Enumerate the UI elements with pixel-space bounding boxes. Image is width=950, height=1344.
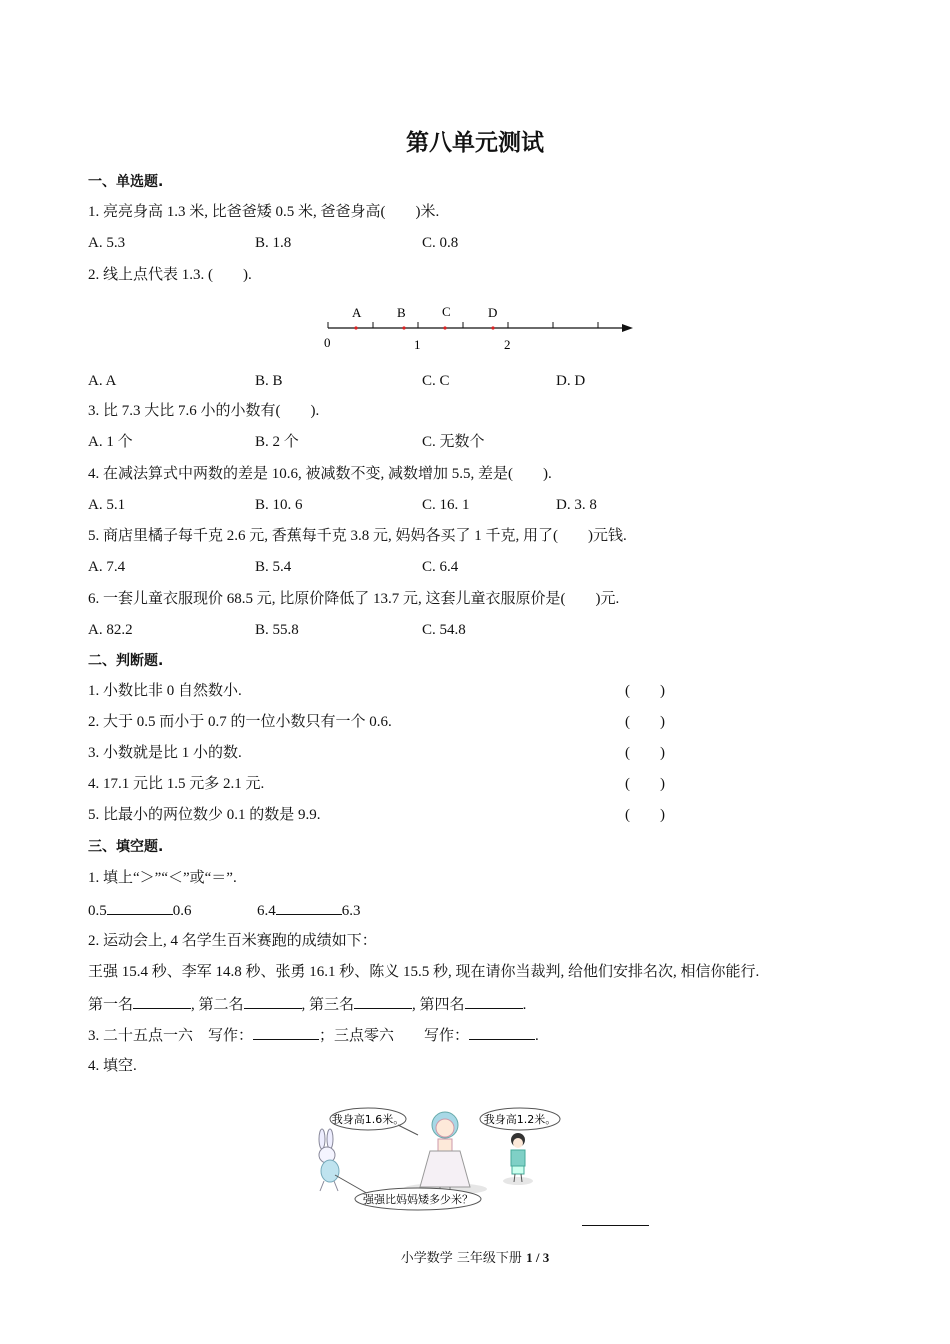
tick-label-1: 1 xyxy=(414,337,421,352)
q5-option-c[interactable]: C. 6.4 xyxy=(422,559,459,575)
q4-text: 4. 在减法算式中两数的差是 10.6, 被减数不变, 减数增加 5.5, 差是( ). xyxy=(88,466,552,482)
point-c xyxy=(443,326,446,329)
svg-text:强强比妈妈矮多少米？: 强强比妈妈矮多少米？ xyxy=(363,1193,473,1206)
q1-option-a[interactable]: A. 5.3 xyxy=(88,235,126,251)
section-1-heading: 一、单选题. xyxy=(88,174,164,190)
q1-option-b[interactable]: B. 1.8 xyxy=(255,235,292,251)
compare-a-right: 0.6 xyxy=(172,903,192,919)
fill-q3-blank-2[interactable] xyxy=(469,1025,535,1040)
q4-option-c[interactable]: C. 16. 1 xyxy=(422,497,470,513)
q2-option-d[interactable]: D. D xyxy=(556,373,586,389)
judge-answer-2[interactable]: ( ) xyxy=(625,714,665,730)
rank-end: . xyxy=(522,997,527,1013)
rank-1-label: 第一名 xyxy=(88,997,134,1013)
page-title: 第八单元测试 xyxy=(406,130,544,156)
height-illustration xyxy=(300,1095,600,1213)
judge-answer-4[interactable]: ( ) xyxy=(625,776,665,792)
point-a xyxy=(354,326,357,329)
q2-option-c[interactable]: C. C xyxy=(422,373,450,389)
q4-option-a[interactable]: A. 5.1 xyxy=(88,497,126,513)
compare-b-right: 6.3 xyxy=(341,903,361,919)
fill-q1-compare-row xyxy=(88,900,361,921)
svg-text:我身高1.6米。: 我身高1.6米。 xyxy=(331,1113,405,1126)
kid-figure xyxy=(511,1133,525,1182)
q1-option-c[interactable]: C. 0.8 xyxy=(422,235,459,251)
judge-item-4: 4. 17.1 元比 1.5 元多 2.1 元. xyxy=(88,776,265,792)
fill-q3-blank-1[interactable] xyxy=(253,1025,319,1040)
label-b: B xyxy=(397,305,406,320)
q4-option-d[interactable]: D. 3. 8 xyxy=(556,497,597,513)
fill-q1-text: 1. 填上“＞”“＜”或“＝”. xyxy=(88,870,237,886)
fill-q4-text: 4. 填空. xyxy=(88,1058,137,1074)
judge-answer-5[interactable]: ( ) xyxy=(625,807,665,823)
q6-option-c[interactable]: C. 54.8 xyxy=(422,622,466,638)
rank-3-blank[interactable] xyxy=(354,994,412,1009)
rank-4-blank[interactable] xyxy=(465,994,523,1009)
point-d xyxy=(491,326,494,329)
answer-blank[interactable] xyxy=(582,1225,649,1226)
fill-q2-ranking-row xyxy=(88,994,526,1015)
q6-option-a[interactable]: A. 82.2 xyxy=(88,622,133,638)
fill-q3-end: . xyxy=(535,1028,539,1044)
fill-q3-part1: 3. 二十五点一六 写作： xyxy=(88,1028,254,1044)
tick-label-2: 2 xyxy=(504,337,511,352)
q5-option-a[interactable]: A. 7.4 xyxy=(88,559,126,575)
judge-item-1: 1. 小数比非 0 自然数小. xyxy=(88,683,242,699)
q5-text: 5. 商店里橘子每千克 2.6 元, 香蕉每千克 3.8 元, 妈妈各买了 1 千克, 用了( )元钱. xyxy=(88,528,627,544)
q3-text: 3. 比 7.3 大比 7.6 小的小数有( ). xyxy=(88,403,320,419)
q3-option-a[interactable]: A. 1 个 xyxy=(88,434,133,450)
compare-b-blank[interactable] xyxy=(276,900,342,915)
label-c: C xyxy=(442,304,451,319)
point-b xyxy=(402,326,405,329)
q6-option-b[interactable]: B. 55.8 xyxy=(255,622,299,638)
tick-label-0: 0 xyxy=(324,335,331,350)
svg-text:我身高1.2米。: 我身高1.2米。 xyxy=(483,1113,557,1126)
section-3-heading: 三、填空题. xyxy=(88,839,164,855)
number-line xyxy=(315,300,640,356)
q5-option-b[interactable]: B. 5.4 xyxy=(255,559,292,575)
rabbit-figure xyxy=(319,1129,339,1191)
fill-q2-text: 2. 运动会上, 4 名学生百米赛跑的成绩如下： xyxy=(88,933,377,949)
rank-1-blank[interactable] xyxy=(133,994,191,1009)
page-number: 1 / 3 xyxy=(526,1250,550,1265)
rank-2-label: , 第二名 xyxy=(191,997,244,1013)
compare-b-left: 6.4 xyxy=(257,903,276,919)
judge-answer-3[interactable]: ( ) xyxy=(625,745,665,761)
q3-option-b[interactable]: B. 2 个 xyxy=(255,434,299,450)
fill-q2-detail: 王强 15.4 秒、李军 14.8 秒、张勇 16.1 秒、陈义 15.5 秒, 现在请你当裁判, 给他们安排名次, 相信你能行. xyxy=(88,964,760,980)
label-d: D xyxy=(488,305,498,320)
rank-3-label: , 第三名 xyxy=(301,997,355,1013)
compare-a-left: 0.5 xyxy=(88,903,107,919)
q4-option-b[interactable]: B. 10. 6 xyxy=(255,497,303,513)
speech-bubble-kid xyxy=(480,1108,560,1130)
rank-2-blank[interactable] xyxy=(244,994,302,1009)
judge-item-3: 3. 小数就是比 1 小的数. xyxy=(88,745,242,761)
rank-4-label: , 第四名 xyxy=(412,997,465,1013)
fill-q3-row xyxy=(88,1025,539,1046)
fill-q3-part2: ；三点零六 写作： xyxy=(319,1028,470,1044)
q1-text: 1. 亮亮身高 1.3 米, 比爸爸矮 0.5 米, 爸爸身高( )米. xyxy=(88,204,440,220)
q6-text: 6. 一套儿童衣服现价 68.5 元, 比原价降低了 13.7 元, 这套儿童衣服原价是( )元. xyxy=(88,591,620,607)
q2-option-a[interactable]: A. A xyxy=(88,373,117,389)
mother-figure xyxy=(420,1112,470,1195)
section-2-heading: 二、判断题. xyxy=(88,653,164,669)
q2-text: 2. 线上点代表 1.3. ( ). xyxy=(88,267,252,283)
judge-item-5: 5. 比最小的两位数少 0.1 的数是 9.9. xyxy=(88,807,321,823)
label-a: A xyxy=(352,305,362,320)
q2-option-b[interactable]: B. B xyxy=(255,373,283,389)
speech-bubble-mom xyxy=(330,1108,418,1135)
page-footer xyxy=(0,1247,950,1266)
judge-item-2: 2. 大于 0.5 而小于 0.7 的一位小数只有一个 0.6. xyxy=(88,714,392,730)
judge-answer-1[interactable]: ( ) xyxy=(625,683,665,699)
q3-option-c[interactable]: C. 无数个 xyxy=(422,434,485,450)
compare-a-blank[interactable] xyxy=(107,900,173,915)
footer-label: 小学数学 三年级下册 xyxy=(400,1251,522,1266)
